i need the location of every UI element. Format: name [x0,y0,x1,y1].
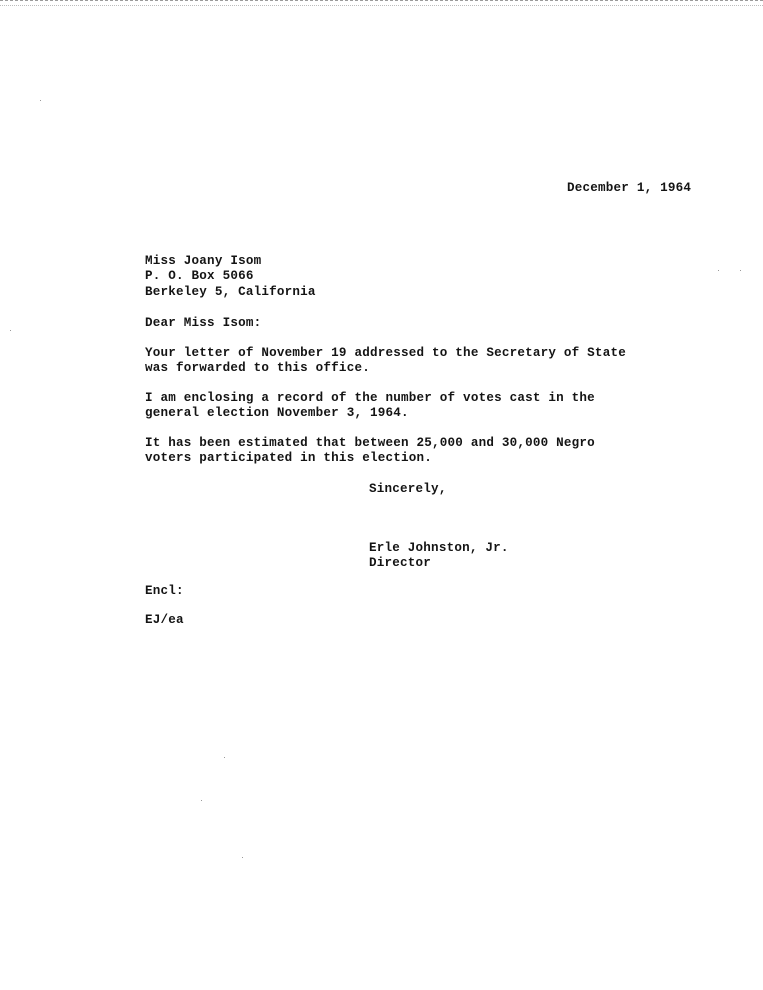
closing: Sincerely, [369,482,447,496]
paragraph-3-line-1: It has been estimated that between 25,000 and 30,000 Negro [145,436,595,450]
scan-speck [242,857,243,858]
recipient-name: Miss Joany Isom [145,254,262,268]
scan-speck [201,800,202,801]
letter-date: December 1, 1964 [567,181,692,195]
scan-speck [718,270,719,271]
paragraph-2-line-1: I am enclosing a record of the number of votes cast in the [145,391,595,405]
salutation: Dear Miss Isom: [145,316,262,330]
scan-speck [40,100,41,101]
scan-top-edge [0,0,763,6]
paragraph-1-line-2: was forwarded to this office. [145,361,370,375]
paragraph-2-line-2: general election November 3, 1964. [145,406,409,420]
signer-title: Director [369,556,432,570]
scan-speck [224,757,225,758]
recipient-address-line2: Berkeley 5, California [145,285,316,299]
signer-name: Erle Johnston, Jr. [369,541,509,555]
paragraph-3-line-2: voters participated in this election. [145,451,433,465]
scan-speck [10,330,11,331]
paragraph-1-line-1: Your letter of November 19 addressed to the Secretary of State [145,346,626,360]
reference-initials: EJ/ea [145,613,184,627]
scan-speck [740,270,741,271]
recipient-address-line1: P. O. Box 5066 [145,269,254,283]
enclosure-notation: Encl: [145,584,184,598]
